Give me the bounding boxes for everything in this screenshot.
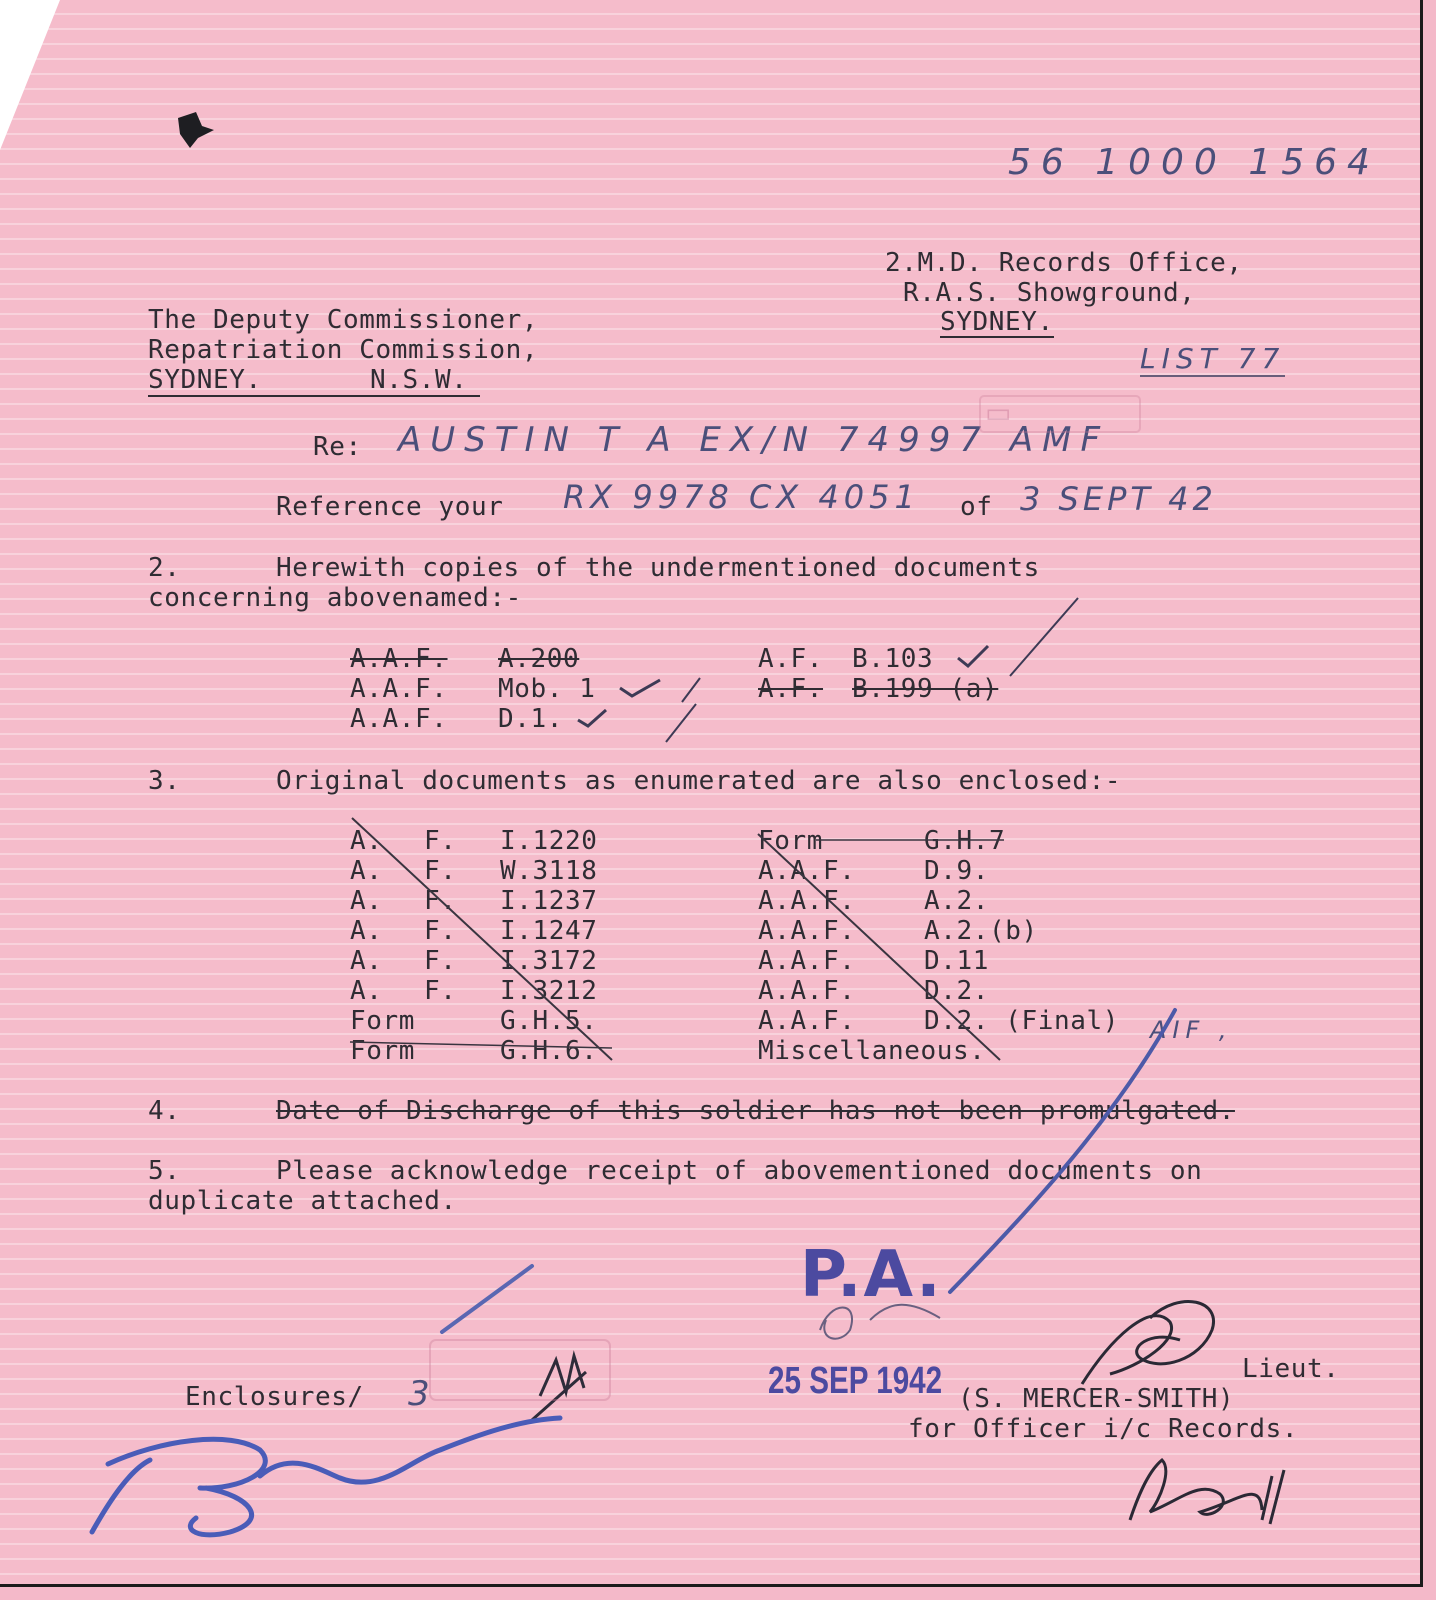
sender-line-2: R.A.S. Showground, — [903, 278, 1196, 308]
enclosures-count: 3 — [408, 1374, 438, 1414]
para2-doc-left-0-code: A.200 — [498, 644, 580, 674]
para2-doc-left-2-code: D.1. — [498, 704, 564, 734]
recipient-city: SYDNEY. — [148, 365, 262, 395]
para3-doc-left-6-code: G.H.5. — [500, 1006, 598, 1036]
para3-doc-left-2-mid: F. — [424, 886, 457, 916]
para3-doc-left-0-prefix: A. — [350, 826, 383, 856]
faint-dept-stamp — [430, 1340, 610, 1400]
para3-doc-right-5-prefix: A.A.F. — [758, 976, 856, 1006]
re-value: AUSTIN T A EX/N 74997 AMF — [398, 420, 1109, 460]
tick-mark — [578, 710, 606, 726]
para3-doc-right-3-code: A.2.(b) — [924, 916, 1038, 946]
para3-doc-right-0-code: G.H.7 — [924, 826, 1006, 856]
para3-doc-right-4-prefix: A.A.F. — [758, 946, 856, 976]
para3-doc-left-0-mid: F. — [424, 826, 457, 856]
initials-mark — [532, 1356, 586, 1420]
reference-date: 3 SEPT 42 — [1020, 480, 1217, 518]
para2-doc-right-1-code: B.199 (a) — [852, 674, 999, 704]
para3-doc-right-2-code: A.2. — [924, 886, 990, 916]
para3-text: Original documents as enumerated are also enclosed:- — [276, 766, 1122, 796]
cross-out-line — [758, 834, 1000, 1060]
blue-pencil-stroke — [442, 1266, 532, 1332]
para2-doc-left-1-code: Mob. 1 — [498, 674, 596, 704]
para3-doc-left-3-code: I.1247 — [500, 916, 598, 946]
para3-doc-right-0-prefix: Form — [758, 826, 824, 856]
para3-doc-left-0-code: I.1220 — [500, 826, 598, 856]
recipient-line-1: The Deputy Commissioner, — [148, 305, 539, 335]
faint-received-stamp: ▭ — [985, 397, 1012, 428]
para3-doc-right-6-prefix: A.A.F. — [758, 1006, 856, 1036]
para2-line-2: concerning abovenamed:- — [148, 583, 522, 613]
sender-city: SYDNEY. — [940, 307, 1054, 337]
reference-value: RX 9978 CX 4051 — [563, 478, 920, 516]
signature-rank: Lieut. — [1242, 1354, 1340, 1384]
para2-doc-left-0-prefix: A.A.F. — [350, 644, 448, 674]
para3-doc-left-7-prefix: Form — [350, 1036, 416, 1066]
tick-mark — [958, 646, 988, 666]
para3-doc-left-5-mid: F. — [424, 976, 457, 1006]
para5-number: 5. — [148, 1156, 181, 1186]
tick-mark — [682, 678, 700, 702]
para3-doc-left-3-prefix: A. — [350, 916, 383, 946]
enclosures-label: Enclosures/ — [185, 1382, 364, 1412]
para2-doc-right-1-prefix: A.F. — [758, 674, 824, 704]
para4-number: 4. — [148, 1096, 181, 1126]
para3-doc-right-4-code: D.11 — [924, 946, 990, 976]
ink-blot-mark — [178, 112, 214, 148]
sender-line-1: 2.M.D. Records Office, — [885, 248, 1243, 278]
para3-doc-left-2-code: I.1237 — [500, 886, 598, 916]
para2-doc-right-0-prefix: A.F. — [758, 644, 824, 674]
date-stamp: 25 SEP 1942 — [768, 1360, 943, 1402]
para3-doc-right-6-code: D.2. (Final) — [924, 1006, 1120, 1036]
para3-doc-right-5-code: D.2. — [924, 976, 990, 1006]
para3-doc-right-1-prefix: A.A.F. — [758, 856, 856, 886]
pencil-initial-mark — [820, 1305, 940, 1339]
para3-doc-left-1-code: W.3118 — [500, 856, 598, 886]
para3-doc-right-1-code: D.9. — [924, 856, 990, 886]
cross-out-line — [350, 1042, 612, 1048]
para3-doc-left-1-prefix: A. — [350, 856, 383, 886]
file-initial-mark — [1130, 1460, 1284, 1524]
para3-doc-left-4-code: I.3172 — [500, 946, 598, 976]
para4-text: Date of Discharge of this soldier has not been promulgated. — [276, 1096, 1235, 1126]
tick-mark — [666, 704, 696, 742]
re-label: Re: — [313, 432, 362, 462]
para3-number: 3. — [148, 766, 181, 796]
reference-label: Reference your — [276, 492, 504, 522]
faint-received-box — [980, 396, 1140, 432]
para3-doc-left-4-mid: F. — [424, 946, 457, 976]
para2-line-1: Herewith copies of the undermentioned documents — [276, 553, 1040, 583]
para3-doc-left-5-code: I.3212 — [500, 976, 598, 1006]
para3-doc-left-3-mid: F. — [424, 916, 457, 946]
para2-doc-left-1-prefix: A.A.F. — [350, 674, 448, 704]
para2-doc-left-2-prefix: A.A.F. — [350, 704, 448, 734]
blue-pencil-stroke — [950, 1010, 1175, 1292]
para5-line-1: Please acknowledge receipt of abovementioned documents on — [276, 1156, 1203, 1186]
para3-doc-left-2-prefix: A. — [350, 886, 383, 916]
para3-doc-left-5-prefix: A. — [350, 976, 383, 1006]
recipient-state: N.S.W. — [370, 365, 468, 395]
para3-doc-left-6-prefix: Form — [350, 1006, 416, 1036]
tick-mark — [1010, 598, 1078, 676]
para3-doc-left-7-code: G.H.6. — [500, 1036, 598, 1066]
reference-of-label: of — [960, 492, 993, 522]
pa-stamp: P.A. — [800, 1238, 943, 1312]
blue-scrawl-mark — [92, 1418, 560, 1535]
cross-out-line — [352, 818, 612, 1060]
para3-doc-right-3-prefix: A.A.F. — [758, 916, 856, 946]
recipient-line-2: Repatriation Commission, — [148, 335, 539, 365]
para3-doc-left-1-mid: F. — [424, 856, 457, 886]
signature-mark — [1082, 1301, 1214, 1384]
para2-doc-right-0-code: B.103 — [852, 644, 934, 674]
para3-doc-right-2-prefix: A.A.F. — [758, 886, 856, 916]
para3-doc-right-7-prefix: Miscellaneous. — [758, 1036, 986, 1066]
file-reference: 56 1000 1564 — [1008, 142, 1380, 183]
para3-doc-left-4-prefix: A. — [350, 946, 383, 976]
signature-title: for Officer i/c Records. — [908, 1414, 1299, 1444]
para3-annotation: AIF , — [1150, 1016, 1233, 1044]
para5-line-2: duplicate attached. — [148, 1186, 457, 1216]
list-reference: LIST 77 — [1140, 342, 1286, 375]
para2-number: 2. — [148, 553, 181, 583]
tick-mark — [620, 680, 660, 696]
signature-name: (S. MERCER-SMITH) — [958, 1384, 1235, 1414]
